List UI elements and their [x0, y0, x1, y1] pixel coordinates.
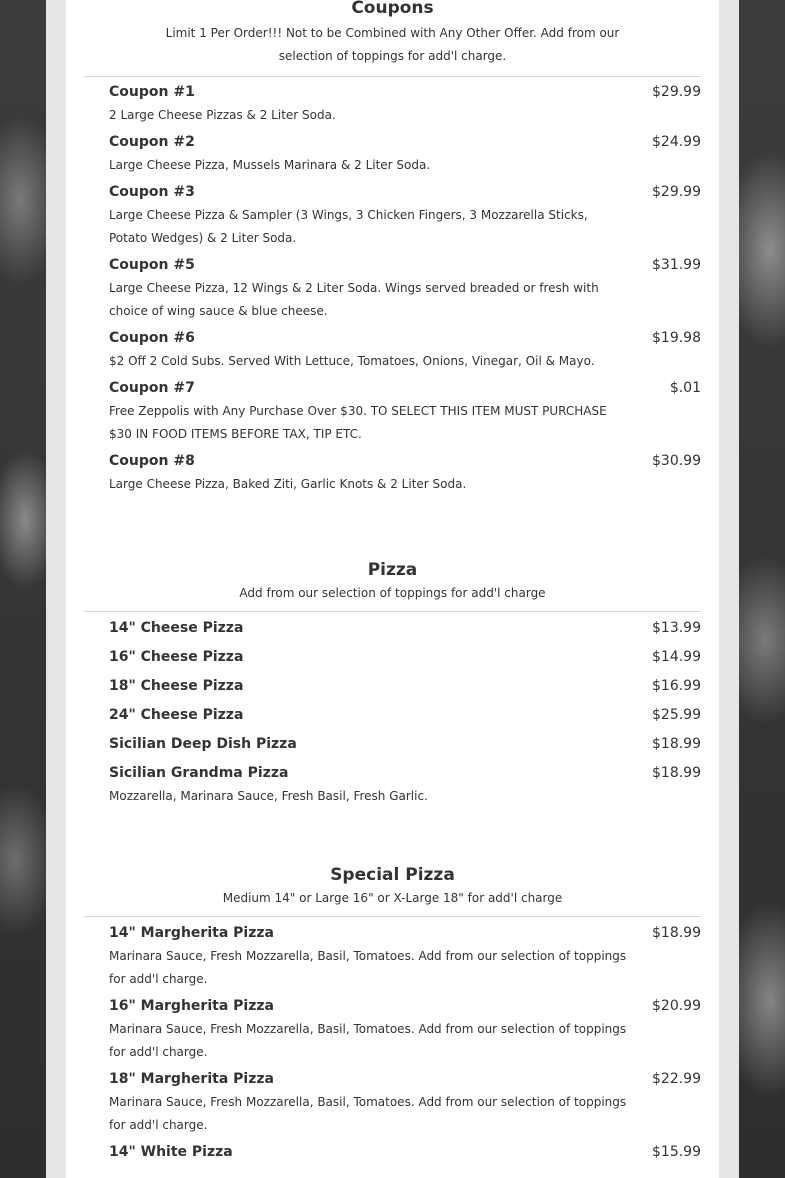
- item-price: $29.99: [652, 84, 701, 100]
- item-name[interactable]: 18" Margherita Pizza: [109, 1071, 274, 1087]
- item-description: 2 Large Cheese Pizzas & 2 Liter Soda.: [109, 108, 336, 122]
- item-price: $25.99: [652, 707, 701, 723]
- item-price: $16.99: [652, 678, 701, 694]
- item-name[interactable]: 16" Cheese Pizza: [109, 649, 244, 665]
- item-description: Large Cheese Pizza, Mussels Marinara & 2 Liter Soda.: [109, 158, 431, 172]
- menu-item-14-white-pizza[interactable]: [84, 1142, 701, 1162]
- section-title: Special Pizza: [330, 865, 455, 885]
- menu-item-24-cheese-pizza[interactable]: [84, 705, 701, 725]
- menu-item-16-cheese-pizza[interactable]: [84, 647, 701, 667]
- item-price: $18.99: [652, 925, 701, 941]
- item-name[interactable]: Coupon #5: [109, 257, 195, 273]
- item-description: Marinara Sauce, Fresh Mozzarella, Basil, Tomatoes. Add from our selection of toppings for add'l charge.: [109, 949, 627, 986]
- menu-item-coupon-8[interactable]: [84, 451, 701, 496]
- item-price: $30.99: [652, 453, 701, 469]
- item-price: $24.99: [652, 134, 701, 150]
- item-name[interactable]: Coupon #2: [109, 134, 195, 150]
- section-special-pizza: [84, 865, 701, 1162]
- divider: [84, 611, 701, 612]
- item-description: Marinara Sauce, Fresh Mozzarella, Basil, Tomatoes. Add from our selection of toppings for add'l charge.: [109, 1095, 627, 1132]
- menu-item-coupon-5[interactable]: [84, 255, 701, 323]
- item-description: Large Cheese Pizza, Baked Ziti, Garlic Knots & 2 Liter Soda.: [109, 477, 467, 491]
- item-description: Mozzarella, Marinara Sauce, Fresh Basil, Fresh Garlic.: [109, 789, 428, 803]
- divider: [84, 76, 701, 77]
- menu-item-sicilian-grandma[interactable]: [84, 763, 701, 808]
- item-price: $18.99: [652, 736, 701, 752]
- item-price: $20.99: [652, 998, 701, 1014]
- section-title: Coupons: [351, 0, 434, 18]
- menu-item-sicilian-deep-dish[interactable]: [84, 734, 701, 754]
- item-price: $19.98: [652, 330, 701, 346]
- item-name[interactable]: Coupon #1: [109, 84, 195, 100]
- item-price: $15.99: [652, 1144, 701, 1160]
- item-name[interactable]: Sicilian Deep Dish Pizza: [109, 736, 297, 752]
- item-name[interactable]: 14" White Pizza: [109, 1144, 233, 1160]
- item-name[interactable]: 14" Cheese Pizza: [109, 620, 244, 636]
- item-name[interactable]: 16" Margherita Pizza: [109, 998, 274, 1014]
- item-description: Large Cheese Pizza, 12 Wings & 2 Liter Soda. Wings served breaded or fresh with choice of wing sauce & blue cheese.: [109, 281, 599, 318]
- section-description: Medium 14" or Large 16" or X-Large 18" for add'l charge: [222, 891, 563, 905]
- section-title: Pizza: [367, 560, 418, 580]
- item-name[interactable]: Coupon #8: [109, 453, 195, 469]
- menu-item-coupon-6[interactable]: [84, 328, 701, 373]
- item-name[interactable]: 18" Cheese Pizza: [109, 678, 244, 694]
- menu-item-coupon-7[interactable]: [84, 378, 701, 446]
- item-name[interactable]: Coupon #6: [109, 330, 195, 346]
- item-price: $13.99: [652, 620, 701, 636]
- item-description: Free Zeppolis with Any Purchase Over $30. TO SELECT THIS ITEM MUST PURCHASE $30 IN FOOD ITEMS BEFORE TAX, TIP ETC.: [109, 404, 607, 441]
- item-name[interactable]: 14" Margherita Pizza: [109, 925, 274, 941]
- item-name[interactable]: 24" Cheese Pizza: [109, 707, 244, 723]
- item-price: $22.99: [652, 1071, 701, 1087]
- item-name[interactable]: Sicilian Grandma Pizza: [109, 765, 289, 781]
- menu-item-14-margherita[interactable]: [84, 923, 701, 991]
- menu-item-coupon-2[interactable]: [84, 132, 701, 177]
- section-description: Add from our selection of toppings for add'l charge: [239, 586, 546, 600]
- item-price: $31.99: [652, 257, 701, 273]
- menu-item-14-cheese-pizza[interactable]: [84, 618, 701, 638]
- menu-item-18-cheese-pizza[interactable]: [84, 676, 701, 696]
- item-name[interactable]: Coupon #3: [109, 184, 195, 200]
- item-name[interactable]: Coupon #7: [109, 380, 195, 396]
- item-price: $18.99: [652, 765, 701, 781]
- section-coupons: [84, 0, 701, 496]
- item-description: Marinara Sauce, Fresh Mozzarella, Basil, Tomatoes. Add from our selection of toppings for add'l charge.: [109, 1022, 627, 1059]
- menu-item-coupon-3[interactable]: [84, 182, 701, 250]
- item-price: $14.99: [652, 649, 701, 665]
- item-description: $2 Off 2 Cold Subs. Served With Lettuce, Tomatoes, Onions, Vinegar, Oil & Mayo.: [109, 354, 595, 368]
- menu-item-coupon-1[interactable]: [84, 82, 701, 127]
- section-pizza: [84, 560, 701, 808]
- section-description: Limit 1 Per Order!!! Not to be Combined with Any Other Offer. Add from our selection of toppings for add'l charge.: [165, 26, 620, 63]
- item-price: $.01: [669, 380, 701, 396]
- divider: [84, 916, 701, 917]
- item-price: $29.99: [652, 184, 701, 200]
- menu-item-16-margherita[interactable]: [84, 996, 701, 1064]
- menu-item-18-margherita[interactable]: [84, 1069, 701, 1137]
- item-description: Large Cheese Pizza & Sampler (3 Wings, 3 Chicken Fingers, 3 Mozzarella Sticks, Potato Wedges) & 2 Liter Soda.: [109, 208, 588, 245]
